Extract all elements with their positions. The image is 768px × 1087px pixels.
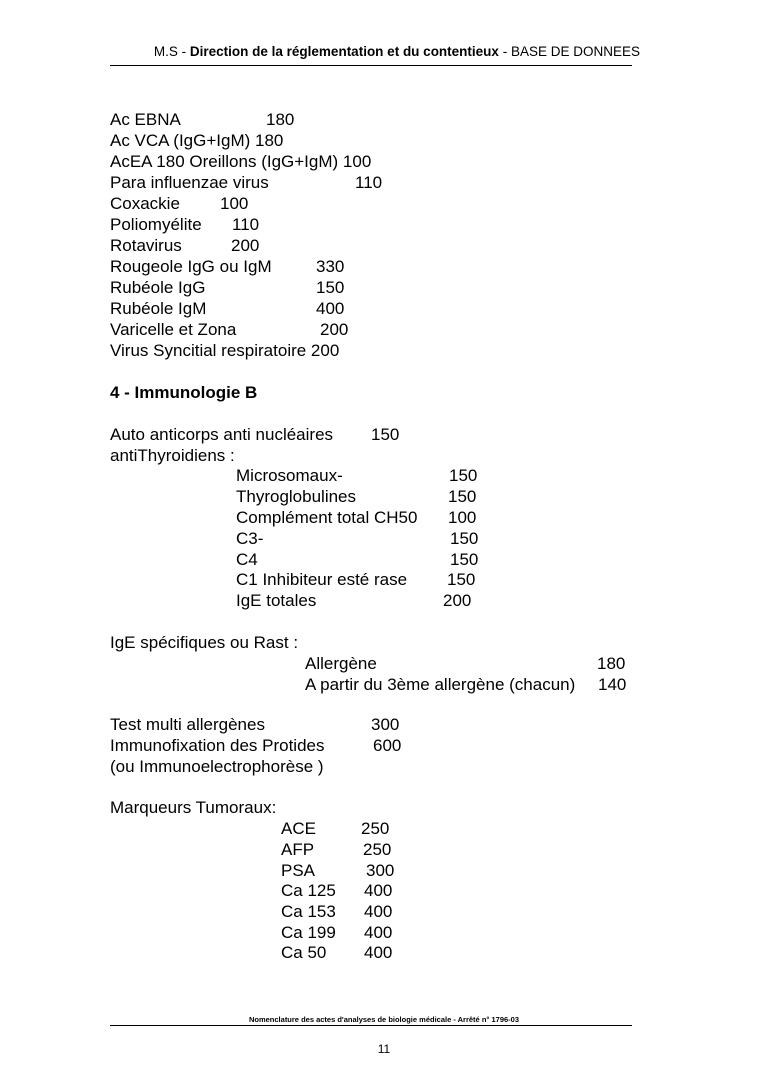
list-item: Para influenzae virus 110	[110, 173, 383, 192]
list-item: Poliomyélite 110	[110, 215, 260, 234]
section-title: 4 - Immunologie B	[110, 383, 258, 402]
list-item: Rubéole IgG 150	[110, 278, 345, 297]
list-item: Auto anticorps anti nucléaires 150	[110, 425, 400, 444]
list-item: Ca 199 400	[281, 923, 393, 942]
footer-rule	[110, 1025, 632, 1026]
list-item: ACE 250	[281, 819, 390, 838]
subsection-heading: Marqueurs Tumoraux:	[110, 798, 277, 817]
list-item: Rotavirus 200	[110, 236, 260, 255]
list-item: Ca 50 400	[281, 943, 393, 962]
list-item: Complément total CH50 100	[236, 508, 477, 527]
list-item: Thyroglobulines 150	[236, 487, 477, 506]
list-item: Microsomaux- 150	[236, 466, 478, 485]
header-rule	[110, 65, 632, 66]
list-item: Varicelle et Zona 200	[110, 320, 349, 339]
list-item: C4 150	[236, 550, 479, 569]
subsection-heading: IgE spécifiques ou Rast :	[110, 633, 299, 652]
page-header	[0, 44, 640, 59]
list-item: Immunofixation des Protides 600	[110, 736, 402, 755]
list-item: Ac VCA (IgG+IgM) 180	[110, 131, 284, 150]
list-item: Rougeole IgG ou IgM 330	[110, 257, 345, 276]
list-item: Coxackie 100	[110, 194, 249, 213]
list-item: Ca 125 400	[281, 881, 393, 900]
list-item: Ca 153 400	[281, 902, 393, 921]
list-item: C1 Inhibiteur esté rase 150	[236, 570, 476, 589]
header-prefix: M.S -	[153, 44, 190, 59]
header-title: Direction de la réglementation et du contentieux	[189, 44, 499, 59]
list-item: AFP 250	[281, 840, 392, 859]
list-item: (ou Immunoelectrophorèse )	[110, 757, 324, 776]
subsection-heading: antiThyroidiens :	[110, 446, 235, 465]
list-item: PSA 300	[281, 861, 395, 880]
list-item: IgE totales 200	[236, 591, 472, 610]
header-suffix: - BASE DE DONNEES	[498, 44, 640, 59]
list-item: Virus Syncitial respiratoire 200	[110, 341, 340, 360]
page-footer: Nomenclature des actes d'analyses de biologie médicale - Arrêté n° 1796-03	[248, 1015, 520, 1024]
list-item: Rubéole IgM 400	[110, 299, 345, 318]
list-item: Ac EBNA 180	[110, 110, 295, 129]
list-item: C3- 150	[236, 529, 479, 548]
list-item: A partir du 3ème allergène (chacun) 140	[305, 675, 627, 694]
list-item: Test multi allergènes 300	[110, 715, 400, 734]
page-number: 11	[377, 1042, 391, 1056]
list-item: Allergène 180	[305, 654, 626, 673]
list-item: AcEA 180 Oreillons (IgG+IgM) 100	[110, 152, 372, 171]
